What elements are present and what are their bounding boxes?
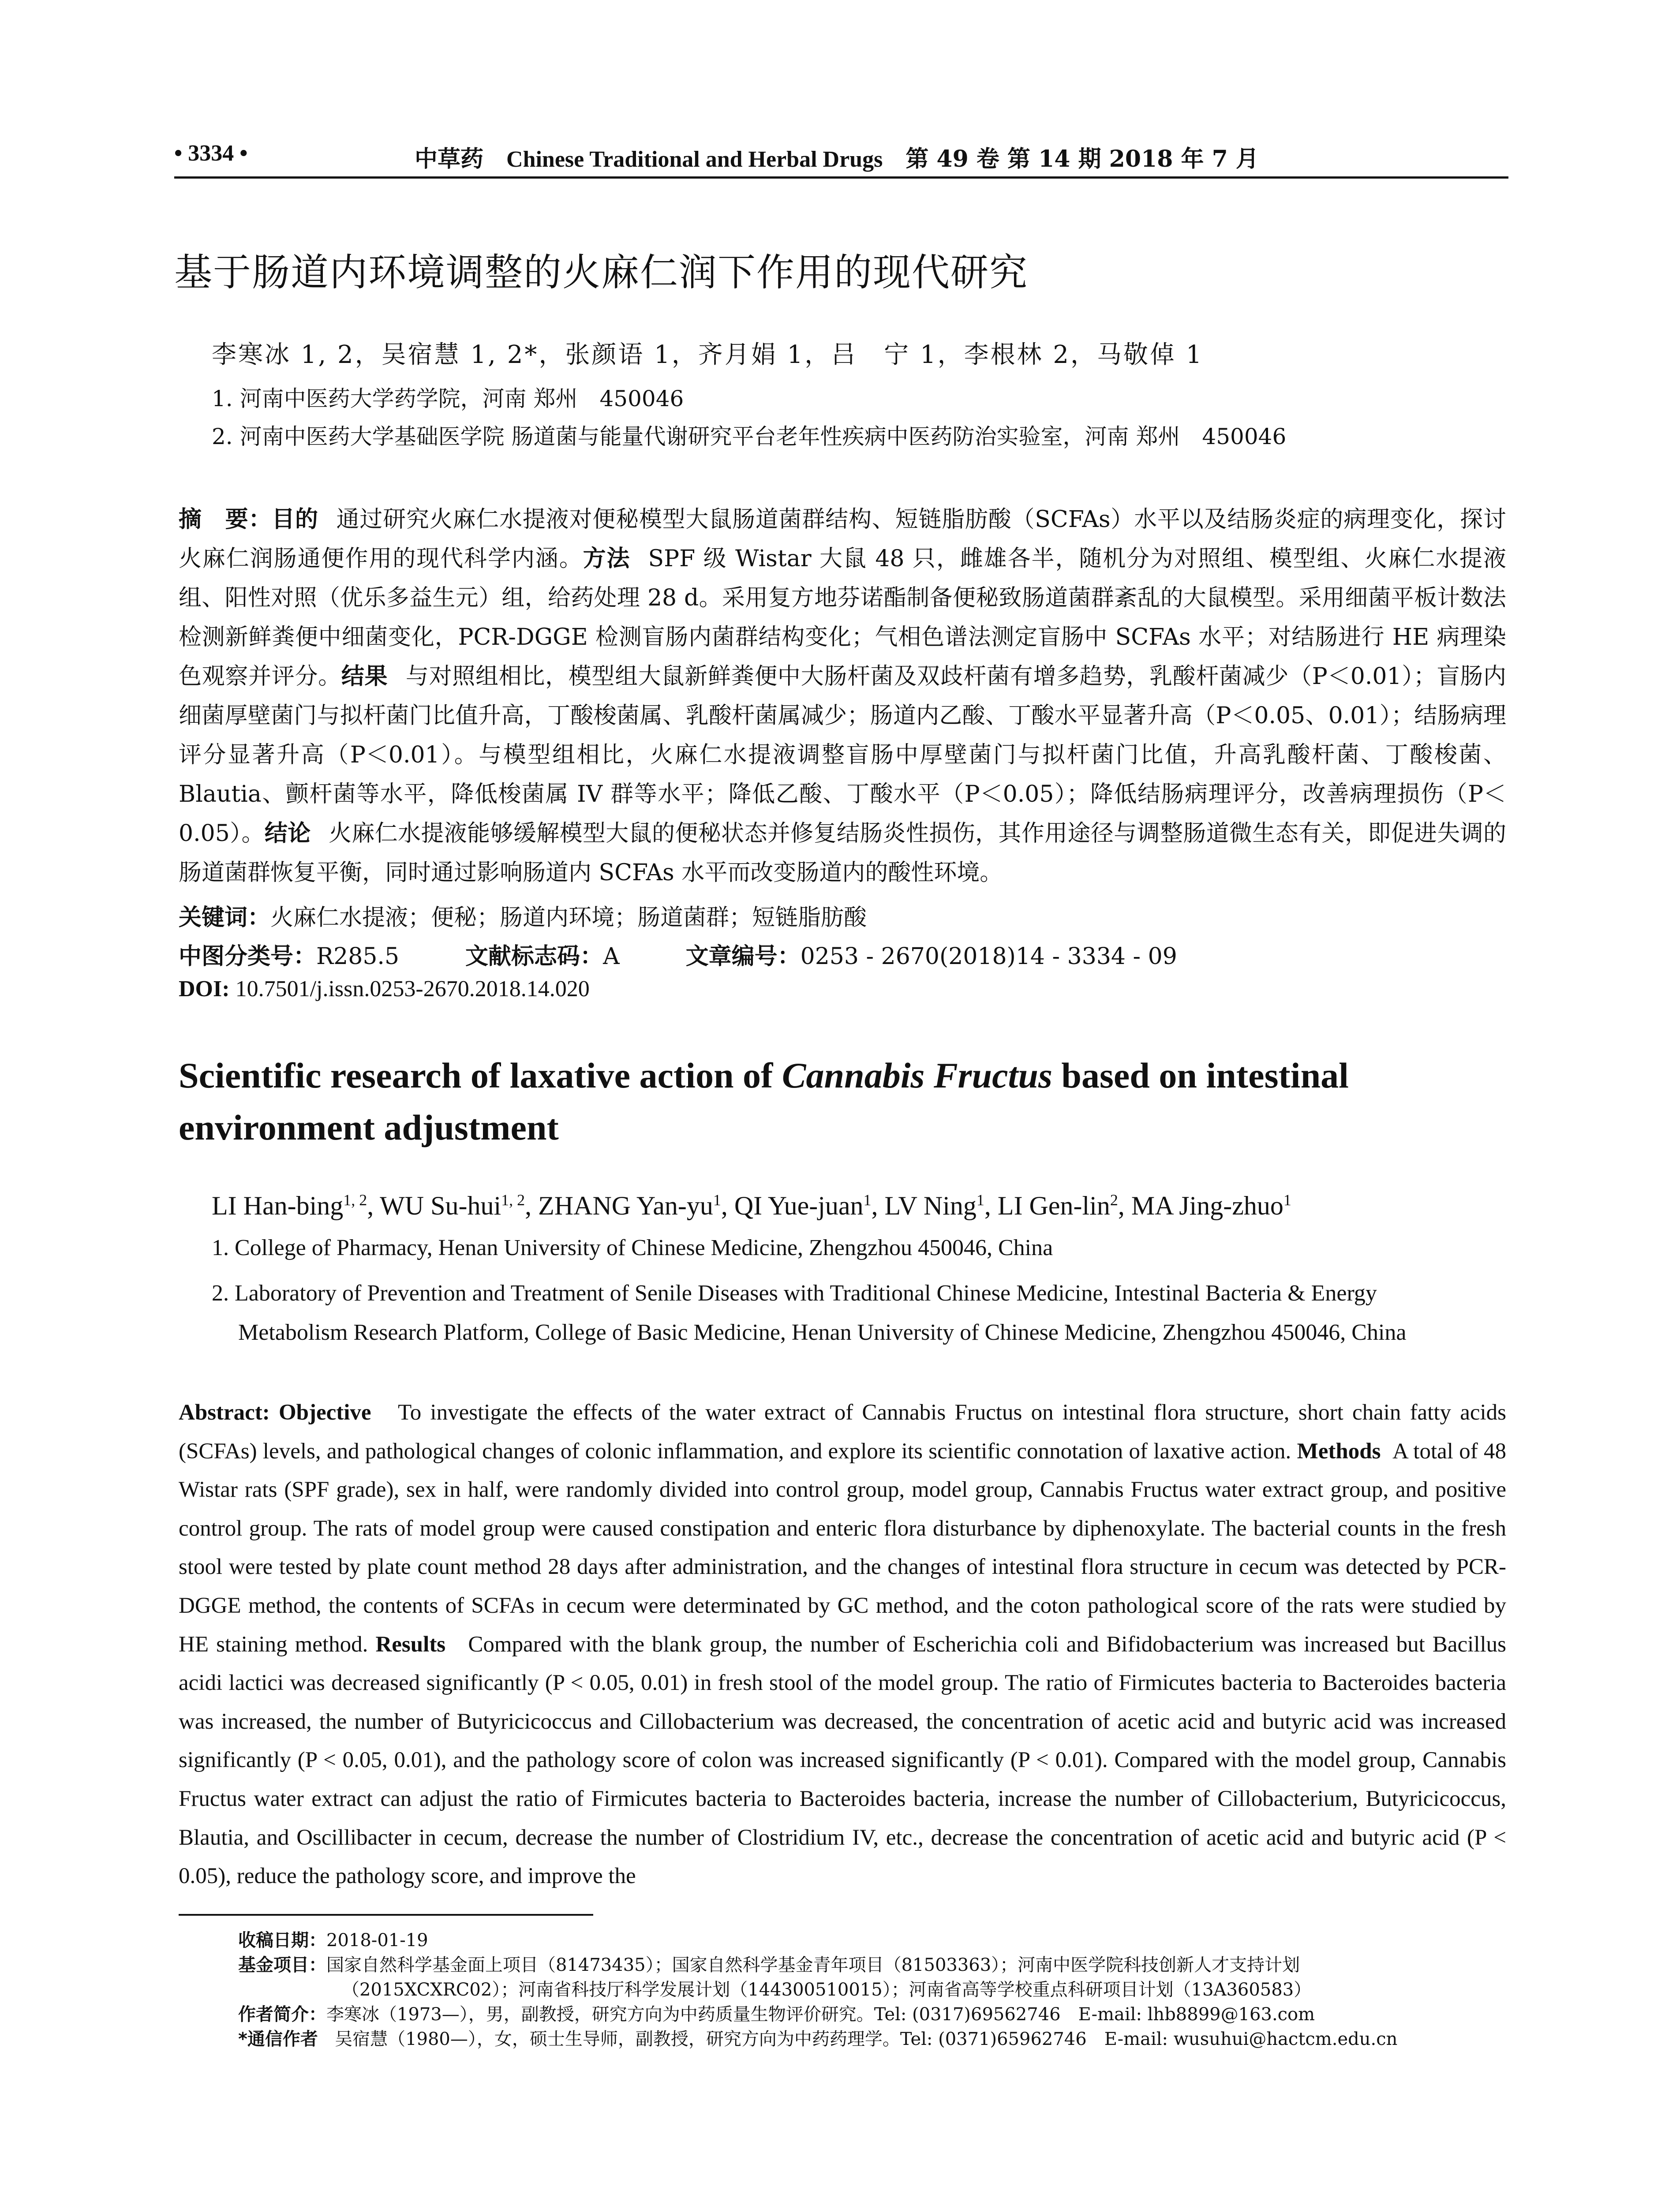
en-results-text: Compared with the blank group, the number of Escherichia coli and Bifidobacterium was increased but Bacillus acidi lactici was decreased significantly (P < 0.05, 0.01) in fresh stool of the model group. The ratio of Firmicutes bacteria to Bacteroides bacteria was increased, the number of Butyricicoccus and Cillobacterium was decreased, the concentration of acetic acid and butyric acid was increased significantly (P < 0.05, 0.01), and the pathology score of colon was increased significantly (P < 0.01). Compared with the model group, Cannabis Fructus water extract can adjust the ratio of Firmicutes bacteria to Bacteroides bacteria, increase the number of Cillobacterium, Butyricicoccus, Blautia, and Oscillibacter in cecum, decrease the number of Clostridium IV, etc., decrease the concentration of acetic acid and butyric acid (P < 0.05), reduce the pathology score, and improve the [179, 1632, 1507, 1889]
footnote-bio [238, 2000, 1315, 2026]
doccode-value: A [603, 943, 620, 970]
en-author-sup: 1 [713, 1191, 721, 1209]
en-author-sup: 1 [863, 1191, 872, 1209]
en-author: MA Jing-zhuo [1131, 1191, 1283, 1220]
footnote-fund-line2: （2015XCXRC02）；河南省科技厅科学发展计划（144300510015）；河南省高等学校重点科研项目计划（13A360583） [342, 1980, 1312, 2000]
clc-value: R285.5 [316, 943, 400, 970]
cn-title: 基于肠道内环境调整的火麻仁润下作用的现代研究 [174, 250, 1028, 295]
en-title [179, 1050, 1506, 1154]
en-title-part2: based on intestinal environment adjustment [179, 1055, 1349, 1147]
cn-abstract-label: 摘 要： [179, 506, 272, 533]
en-author: ZHANG Yan-yu [538, 1191, 713, 1220]
en-methods-text: A total of 48 Wistar rats (SPF grade), sex in half, were randomly divided into control group, model group, Cannabis Fructus water extract group, and positive control group. The rats of model group were caused constipation and enteric flora disturbance by diphenoxylate. The bacterial counts in the fresh stool were tested by plate count method 28 days after administration, and the changes of intestinal flora structure in cecum was detected by PCR-DGGE method, the contents of SCFAs in cecum were determinated by GC method, and the coton pathological score of the rats were studied by HE staining method. [179, 1439, 1506, 1657]
en-results-label: Results [375, 1632, 446, 1657]
fund-label: 基金项目： [238, 1955, 326, 1975]
cn-conclusion-label: 结论 [264, 820, 311, 847]
en-abstract [179, 1394, 1506, 1896]
cn-methods-text: SPF 级 Wistar 大鼠 48 只，雌雄各半，随机分为对照组、模型组、火麻仁水提液组、阳性对照（优乐多益生元）组，给药处理 28 d。采用复方地芬诺酯制备便秘致肠道菌群紊乱的大鼠模型。采用细菌平板计数法检测新鲜粪便中细菌变化，PCR-DGGE 检测盲肠内菌群结构变化；气相色谱法测定盲肠中 SCFAs 水平；对结肠进行 HE 病理染色观察并评分。 [179, 546, 1506, 690]
en-author: LI Gen-lin [997, 1191, 1110, 1220]
en-author-sup: 2 [1110, 1191, 1118, 1209]
journal-header [415, 140, 1259, 173]
en-author: LI Han-bing [212, 1191, 344, 1220]
en-author-sup: 1 [976, 1191, 984, 1209]
corresponding-text: 吴宿慧（1980—），女，硕士生导师，副教授，研究方向为中药药理学。Tel: (0371)65962746 E-mail: wusuhui@hactcm.edu.cn [335, 2029, 1398, 2049]
en-abstract-label: Abstract: [179, 1400, 270, 1425]
en-affiliation-2-line1: 2. Laboratory of Prevention and Treatment of Senile Diseases with Traditional Chinese Medicine, Intestinal Bacteria & Energy [212, 1281, 1377, 1306]
en-author-sup: 1, 2 [343, 1191, 367, 1209]
cn-keywords-label: 关键词： [179, 904, 271, 931]
journal-name-cn: 中草药 [415, 146, 484, 172]
doccode-label: 文献标志码： [465, 943, 603, 970]
cn-results-label: 结果 [341, 663, 388, 690]
cn-results-text: 与对照组相比，模型组大鼠新鲜粪便中大肠杆菌及双歧杆菌有增多趋势，乳酸杆菌减少（P＜0.01）；盲肠内细菌厚壁菌门与拟杆菌门比值升高，丁酸梭菌属、乳酸杆菌属减少；肠道内乙酸、丁酸水平显著升高（P＜0.05、0.01）；结肠病理评分显著升高（P＜0.01）。与模型组相比，火麻仁水提液调整盲肠中厚壁菌门与拟杆菌门比值，升高乳酸杆菌、丁酸梭菌、Blautia、颤杆菌等水平，降低梭菌属 IV 群等水平；降低乙酸、丁酸水平（P＜0.05）；降低结肠病理评分，改善病理损伤（P＜0.05）。 [179, 663, 1506, 847]
en-author: LV Ning [884, 1191, 977, 1220]
cn-conclusion-text: 火麻仁水提液能够缓解模型大鼠的便秘状态并修复结肠炎性损伤，其作用途径与调整肠道微生态有关，即促进失调的肠道菌群恢复平衡，同时通过影响肠道内 SCFAs 水平而改变肠道内的酸性环境。 [179, 820, 1506, 886]
en-objective-label: Objective [278, 1400, 371, 1425]
cn-keywords [179, 899, 867, 932]
doi-value[interactable]: 10.7501/j.issn.0253-2670.2018.14.020 [235, 976, 590, 1002]
cn-affiliation-1: 1. 河南中医药大学药学院，河南 郑州 450046 [212, 386, 684, 411]
en-title-italic: Cannabis Fructus [782, 1055, 1052, 1095]
footnote-corresponding [238, 2025, 1397, 2050]
bio-label: 作者简介： [238, 2004, 326, 2025]
doi-line [179, 976, 590, 1002]
footnote-rule [179, 1914, 593, 1916]
fund-line1: 国家自然科学基金面上项目（81473435）；国家自然科学基金青年项目（81503363）；河南中医学院科技创新人才支持计划 [326, 1955, 1300, 1975]
en-affiliation-1: 1. College of Pharmacy, Henan University of Chinese Medicine, Zhengzhou 450046, China [212, 1235, 1053, 1260]
clc-label: 中图分类号： [179, 943, 317, 970]
cn-keywords-text: 火麻仁水提液；便秘；肠道内环境；肠道菌群；短链脂肪酸 [270, 904, 867, 931]
en-author: WU Su-hui [380, 1191, 501, 1220]
footnote-received [238, 1926, 428, 1951]
en-authors: LI Han-bing$^{1, 2}$, WU Su-hui$^{1, 2}$, ZHANG Yan-$yu^1$, QI Yue-juan$^1$, LV Ning$^1$, LI Gen-lin$^2$, MA Jing-zhuo$^1$ [212, 1191, 1291, 1220]
cn-affiliation-2: 2. 河南中医药大学基础医学院 肠道菌与能量代谢研究平台老年性疾病中医药防治实验室，河南 郑州 450046 [212, 424, 1287, 449]
en-objective-text: To investigate the effects of the water extract of Cannabis Fructus on intestinal flora structure, short chain fatty acids (SCFAs) levels, and pathological changes of colonic inflammation, and explore its scientific connotation of laxative action. [179, 1400, 1507, 1464]
page-number: • 3334 • [174, 141, 248, 166]
corresponding-label: *通信作者 [238, 2029, 318, 2049]
cn-objective-text: 通过研究火麻仁水提液对便秘模型大鼠肠道菌群结构、短链脂肪酸（SCFAs）水平以及结肠炎症的病理变化，探讨火麻仁润肠通便作用的现代科学内涵。 [179, 506, 1506, 572]
footnote-fund [238, 1951, 1300, 1976]
journal-issue: 第 49 卷 第 14 期 2018 年 7 月 [905, 146, 1259, 172]
articleno-value: 0253 - 2670(2018)14 - 3334 - 09 [800, 943, 1177, 970]
articleno-label: 文章编号： [685, 943, 801, 970]
en-title-part1: Scientific research of laxative action of [179, 1055, 782, 1095]
en-author-sup: 1 [1283, 1191, 1291, 1209]
journal-name-en: Chinese Traditional and Herbal Drugs [506, 147, 883, 172]
en-methods-label: Methods [1297, 1439, 1381, 1464]
cn-abstract [179, 500, 1506, 893]
bio-text: 李寒冰（1973—），男，副教授，研究方向为中药质量生物评价研究。Tel: (0317)69562746 E-mail: lhb8899@163.com [326, 2004, 1315, 2025]
cn-methods-label: 方法 [583, 546, 631, 572]
en-author: QI Yue-juan [734, 1191, 864, 1220]
cn-objective-label: 目的 [272, 506, 318, 533]
header-rule [174, 176, 1508, 179]
en-author-sup: 1, 2 [501, 1191, 525, 1209]
doi-label: DOI: [179, 976, 230, 1002]
cn-classification [179, 938, 1177, 971]
cn-authors: 李寒冰 1, 2，吴宿慧 1, 2*，张颜语 1，齐月娟 1，吕 宁 1，李根林 2，马敬倬 1 [212, 340, 1204, 369]
en-affiliation-2 [212, 1274, 1508, 1352]
en-affiliation-2-line2: Metabolism Research Platform, College of Basic Medicine, Henan University of Chinese Medicine, Zhengzhou 450046, China [238, 1320, 1407, 1345]
received-label: 收稿日期： [238, 1930, 326, 1951]
received-value: 2018-01-19 [326, 1930, 428, 1951]
